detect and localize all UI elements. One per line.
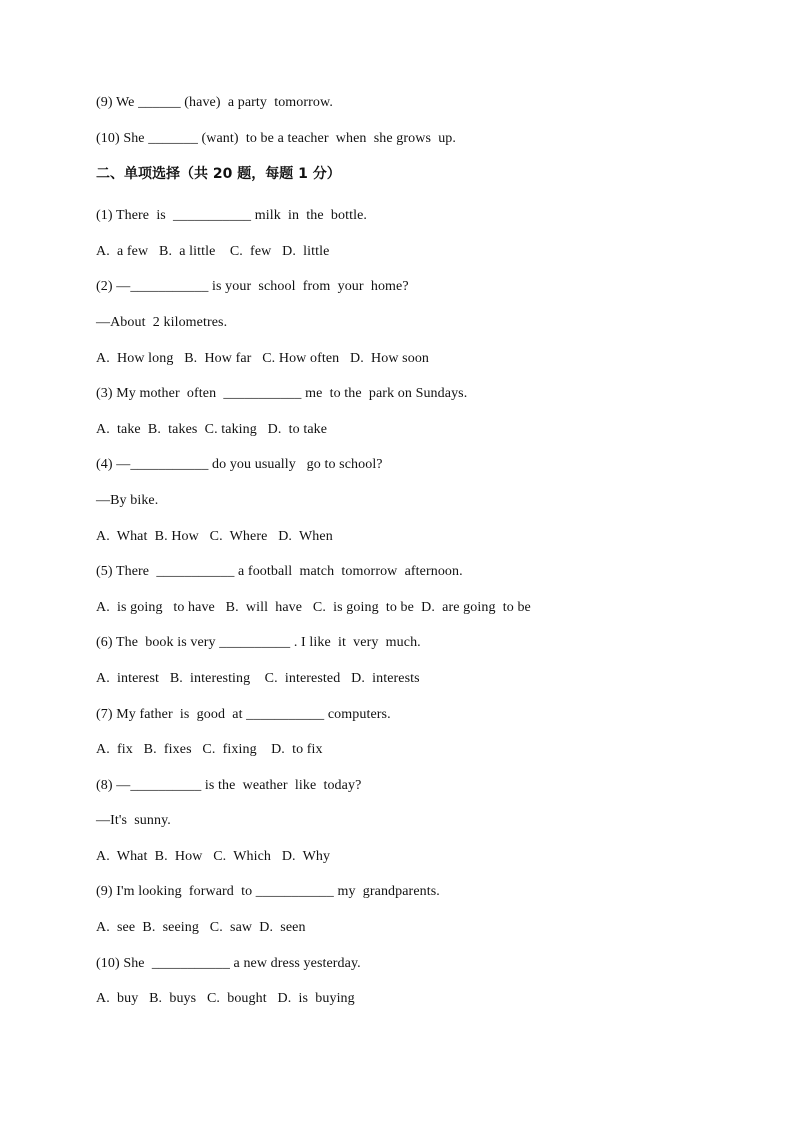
mc-options-2: A. How long B. How far C. How often D. How soon	[96, 350, 430, 366]
mc-question-2: (2) —___________ is your school from your home?	[96, 279, 409, 295]
mc-answer-line-2: —About 2 kilometres.	[96, 314, 228, 330]
mc-question-6: (6) The book is very __________ . I like it very much.	[96, 635, 421, 651]
fill-blank-question-9: (9) We ______ (have) a party tomorrow.	[96, 95, 333, 110]
mc-options-1: A. a few B. a little C. few D. little	[96, 243, 330, 259]
mc-question-4: (4) —___________ do you usually go to school?	[96, 457, 383, 473]
mc-question-9: (9) I'm looking forward to ___________ my grandparents.	[96, 884, 440, 900]
mc-options-6: A. interest B. interesting C. interested D. interests	[96, 670, 420, 686]
mc-answer-line-8: —It's sunny.	[96, 813, 171, 829]
fill-blank-question-10: (10) She _______ (want) to be a teacher when she grows up.	[96, 130, 456, 146]
mc-options-8: A. What B. How C. Which D. Why	[96, 848, 331, 864]
mc-question-7: (7) My father is good at ___________ computers.	[96, 706, 391, 722]
mc-options-10: A. buy B. buys C. bought D. is buying	[96, 991, 355, 1007]
mc-answer-line-4: —By bike.	[96, 492, 159, 508]
document-page	[96, 93, 716, 1025]
mc-options-5: A. is going to have B. will have C. is going to be D. are going to be	[96, 599, 531, 615]
mc-options-4: A. What B. How C. Where D. When	[96, 528, 333, 544]
mc-question-10: (10) She ___________ a new dress yesterday.	[96, 955, 361, 971]
mc-options-7: A. fix B. fixes C. fixing D. to fix	[96, 742, 323, 758]
mc-options-9: A. see B. seeing C. saw D. seen	[96, 920, 306, 936]
mc-question-3: (3) My mother often ___________ me to the park on Sundays.	[96, 386, 468, 402]
mc-question-5: (5) There ___________ a football match tomorrow afternoon.	[96, 564, 463, 580]
section-heading-multiple-choice: 二、单项选择（共 20 题，每题 1 分）	[96, 166, 341, 183]
mc-question-1: (1) There is ___________ milk in the bottle.	[96, 208, 367, 224]
mc-question-8: (8) —__________ is the weather like today?	[96, 777, 362, 793]
mc-options-3: A. take B. takes C. taking D. to take	[96, 421, 328, 437]
